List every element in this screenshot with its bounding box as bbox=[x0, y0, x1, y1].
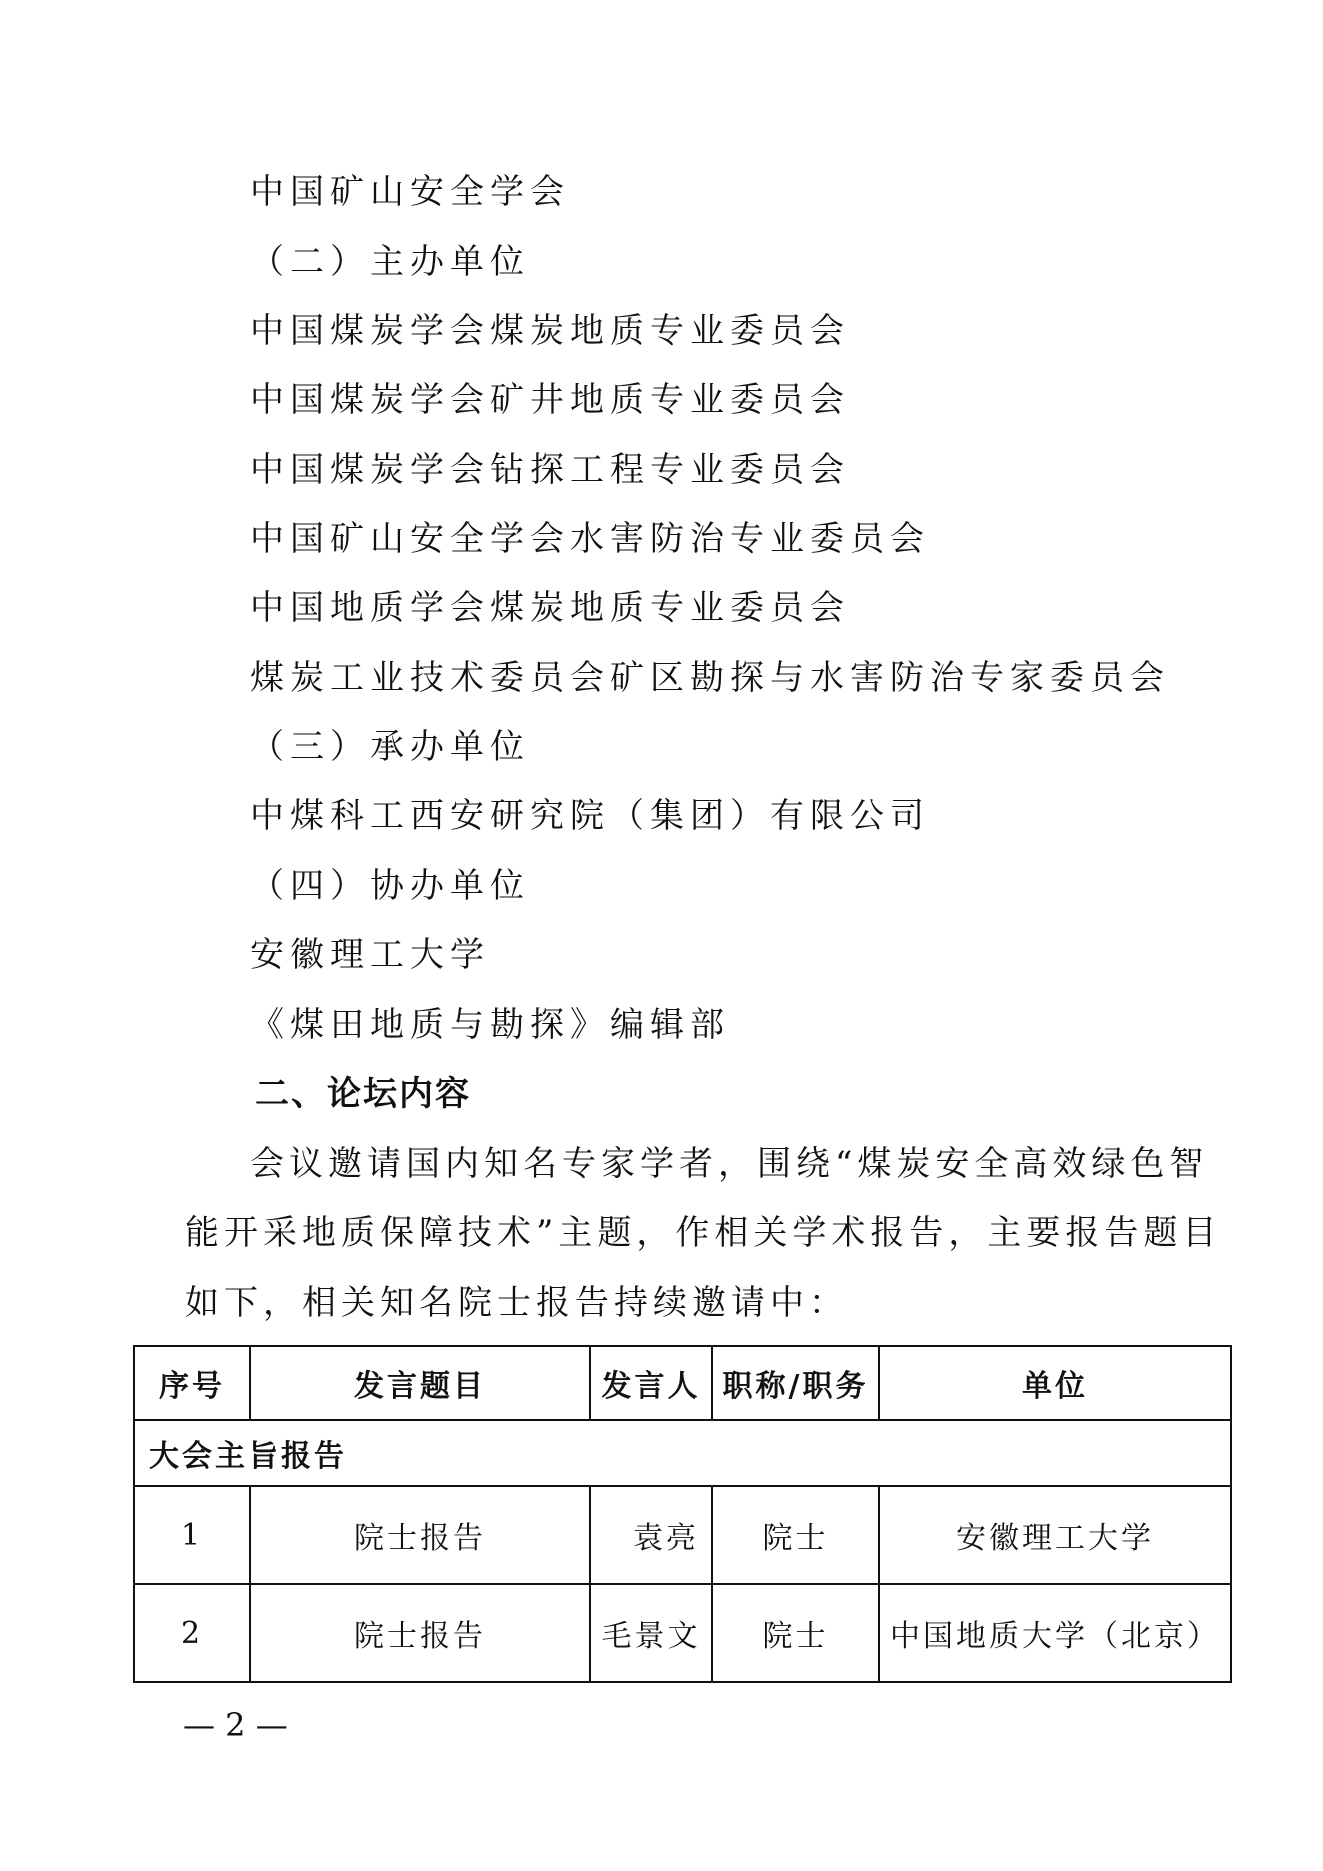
intro-line-3: 如下，相关知名院士报告持续邀请中： bbox=[185, 1283, 848, 1323]
header-topic: 发言题目 bbox=[250, 1346, 590, 1420]
org-line-12: 安徽理工大学 bbox=[250, 935, 490, 975]
table-section-row bbox=[134, 1420, 1231, 1486]
header-speaker: 发言人 bbox=[590, 1346, 712, 1420]
cell-unit: 安徽理工大学 bbox=[879, 1486, 1231, 1584]
cell-no: 1 bbox=[134, 1486, 250, 1584]
intro-line-1: 会议邀请国内知名专家学者，围绕“煤炭安全高效绿色智 bbox=[250, 1144, 1209, 1184]
section-heading: 二、论坛内容 bbox=[255, 1074, 471, 1114]
org-line-10: 中煤科工西安研究院（集团）有限公司 bbox=[250, 796, 930, 836]
cell-title: 院士 bbox=[712, 1486, 879, 1584]
section-label: 大会主旨报告 bbox=[134, 1420, 1231, 1486]
org-line-11: （四）协办单位 bbox=[250, 866, 530, 906]
cell-topic: 院士报告 bbox=[250, 1584, 590, 1682]
intro-line-2: 能开采地质保障技术”主题，作相关学术报告，主要报告题目 bbox=[185, 1213, 1222, 1253]
org-line-1: 中国矿山安全学会 bbox=[250, 172, 570, 212]
org-line-6: 中国矿山安全学会水害防治专业委员会 bbox=[250, 519, 930, 559]
page-number: — 2 — bbox=[183, 1706, 288, 1744]
org-line-4: 中国煤炭学会矿井地质专业委员会 bbox=[250, 380, 850, 420]
table-row bbox=[134, 1486, 1231, 1584]
org-line-7: 中国地质学会煤炭地质专业委员会 bbox=[250, 588, 850, 628]
cell-unit: 中国地质大学（北京） bbox=[879, 1584, 1231, 1682]
org-line-13: 《煤田地质与勘探》编辑部 bbox=[250, 1005, 730, 1045]
org-line-3: 中国煤炭学会煤炭地质专业委员会 bbox=[250, 311, 850, 351]
org-line-8: 煤炭工业技术委员会矿区勘探与水害防治专家委员会 bbox=[250, 658, 1170, 698]
header-no: 序号 bbox=[134, 1346, 250, 1420]
cell-topic: 院士报告 bbox=[250, 1486, 590, 1584]
org-line-2: （二）主办单位 bbox=[250, 242, 530, 282]
header-unit: 单位 bbox=[879, 1346, 1231, 1420]
table-row bbox=[134, 1584, 1231, 1682]
table-header-row bbox=[134, 1346, 1231, 1420]
cell-no: 2 bbox=[134, 1584, 250, 1682]
cell-title: 院士 bbox=[712, 1584, 879, 1682]
header-title: 职称/职务 bbox=[712, 1346, 879, 1420]
cell-speaker: 袁亮 bbox=[590, 1486, 712, 1584]
org-line-9: （三）承办单位 bbox=[250, 727, 530, 767]
speakers-table bbox=[133, 1345, 1232, 1683]
cell-speaker: 毛景文 bbox=[590, 1584, 712, 1682]
org-line-5: 中国煤炭学会钻探工程专业委员会 bbox=[250, 450, 850, 490]
